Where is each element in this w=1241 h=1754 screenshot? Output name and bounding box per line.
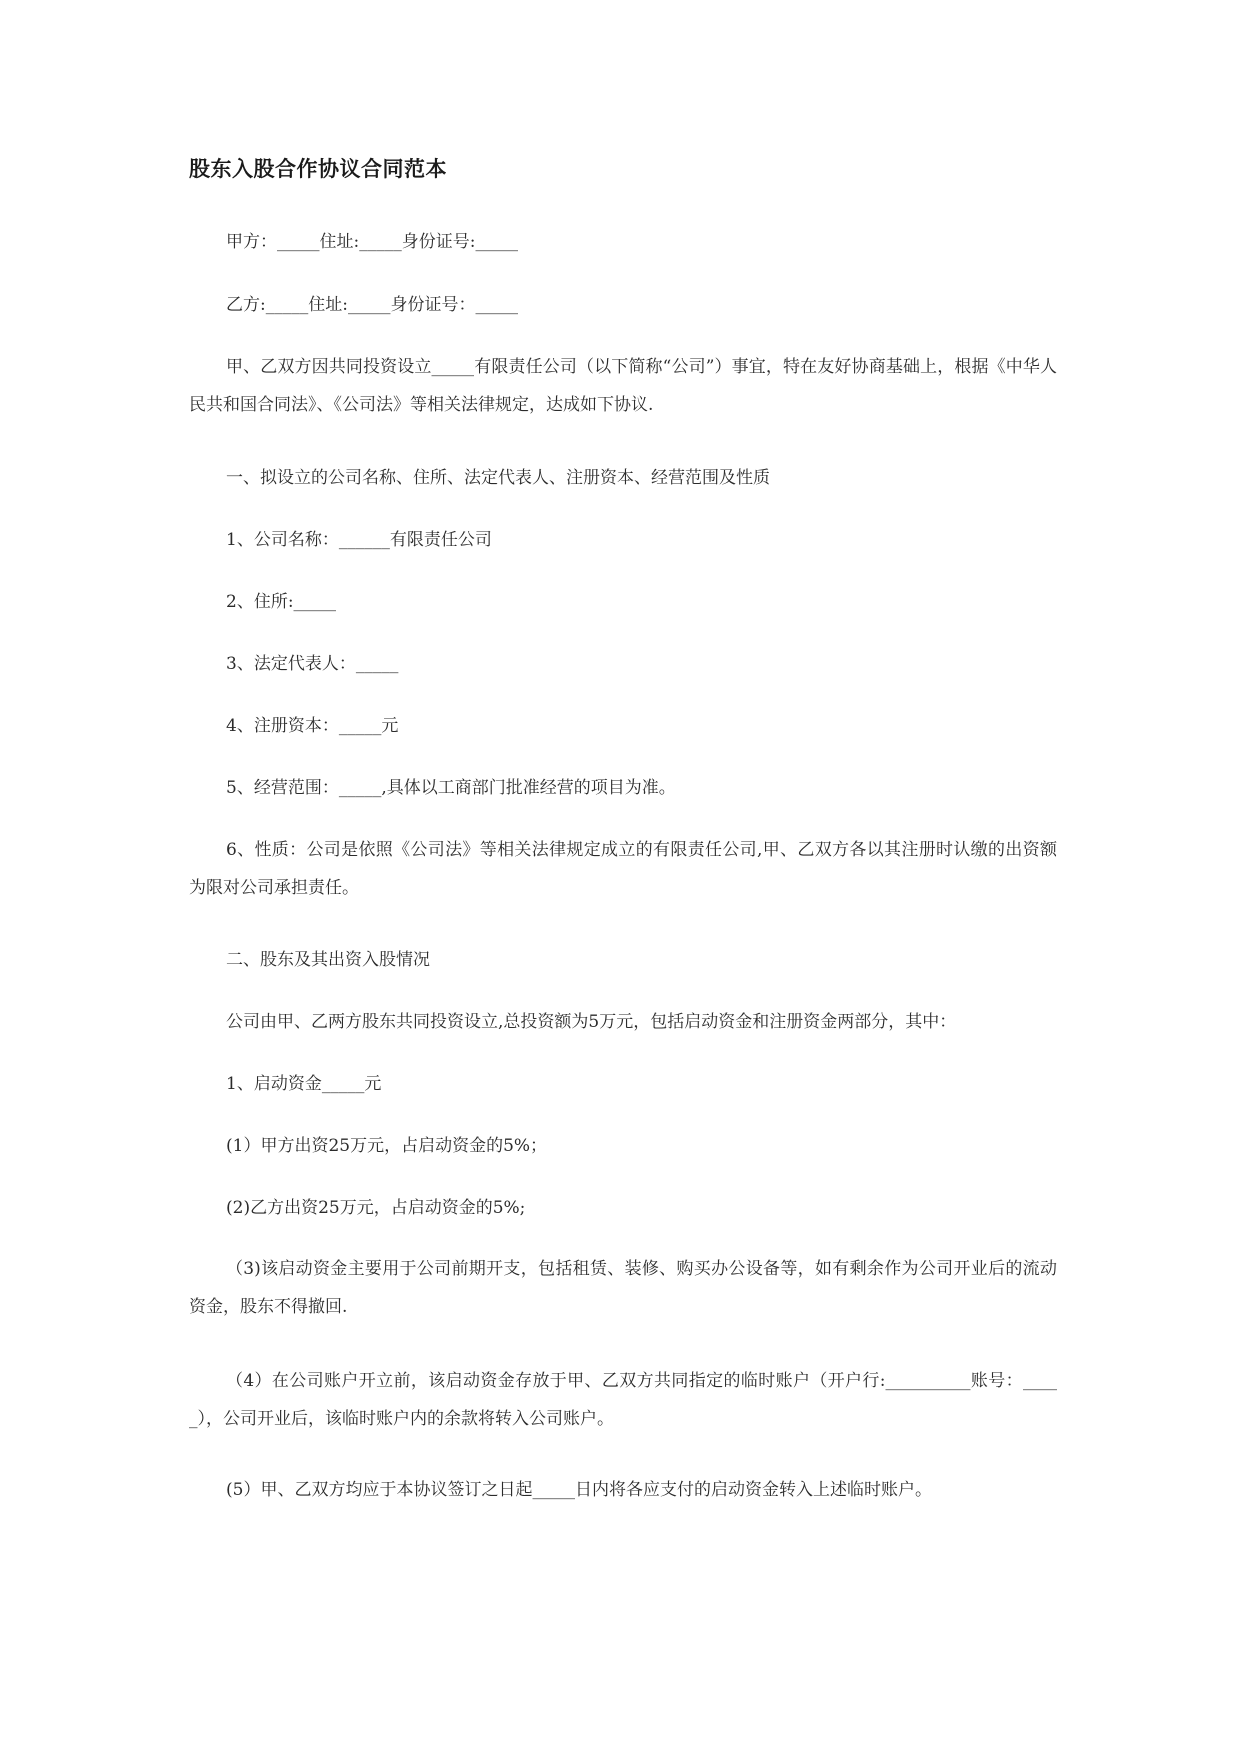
temporary-account-clause: （4）在公司账户开立前，该启动资金存放于甲、乙双方共同指定的临时账户（开户行:__________账号：_____），公司开业后，该临时账户内的余款将转入公司账户。 xyxy=(189,1371,1057,1429)
section-two-heading: 二、股东及其出资入股情况 xyxy=(226,950,430,970)
clause-company-name: 1、公司名称：______有限责任公司 xyxy=(226,530,492,550)
section-one-heading: 一、拟设立的公司名称、住所、法定代表人、注册资本、经营范围及性质 xyxy=(226,468,770,488)
clause-nature: 6、性质：公司是依照《公司法》等相关法律规定成立的有限责任公司,甲、乙双方各以其注册时认缴的出资额为限对公司承担责任。 xyxy=(189,840,1057,898)
party-a-contribution: (1）甲方出资25万元，占启动资金的5%； xyxy=(226,1136,548,1156)
document-title: 股东入股合作协议合同范本 xyxy=(189,157,447,181)
clause-business-scope: 5、经营范围：_____,具体以工商部门批准经营的项目为准。 xyxy=(226,778,676,798)
clause-registered-capital: 4、注册资本：_____元 xyxy=(226,716,399,736)
clause-address: 2、住所:_____ xyxy=(226,592,337,612)
investment-overview: 公司由甲、乙两方股东共同投资设立,总投资额为5万元，包括启动资金和注册资金两部分，其中： xyxy=(226,1012,957,1032)
transfer-deadline-clause: (5）甲、乙双方均应于本协议签订之日起_____日内将各应支付的启动资金转入上述临时账户。 xyxy=(226,1480,932,1500)
startup-fund-usage: （3)该启动资金主要用于公司前期开支，包括租赁、装修、购买办公设备等，如有剩余作为公司开业后的流动资金，股东不得撤回. xyxy=(189,1259,1057,1317)
preamble-paragraph: 甲、乙双方因共同投资设立_____有限责任公司（以下简称“公司”）事宜，特在友好协商基础上，根据《中华人民共和国合同法》、《公司法》等相关法律规定，达成如下协议. xyxy=(189,357,1057,415)
party-b-contribution: (2)乙方出资25万元，占启动资金的5%; xyxy=(226,1198,526,1218)
startup-fund-line: 1、启动资金_____元 xyxy=(226,1074,382,1094)
party-a-line: 甲方：_____住址:_____身份证号:_____ xyxy=(226,232,518,252)
clause-legal-representative: 3、法定代表人：_____ xyxy=(226,654,399,674)
party-b-line: 乙方:_____住址:_____身份证号：_____ xyxy=(226,295,518,315)
